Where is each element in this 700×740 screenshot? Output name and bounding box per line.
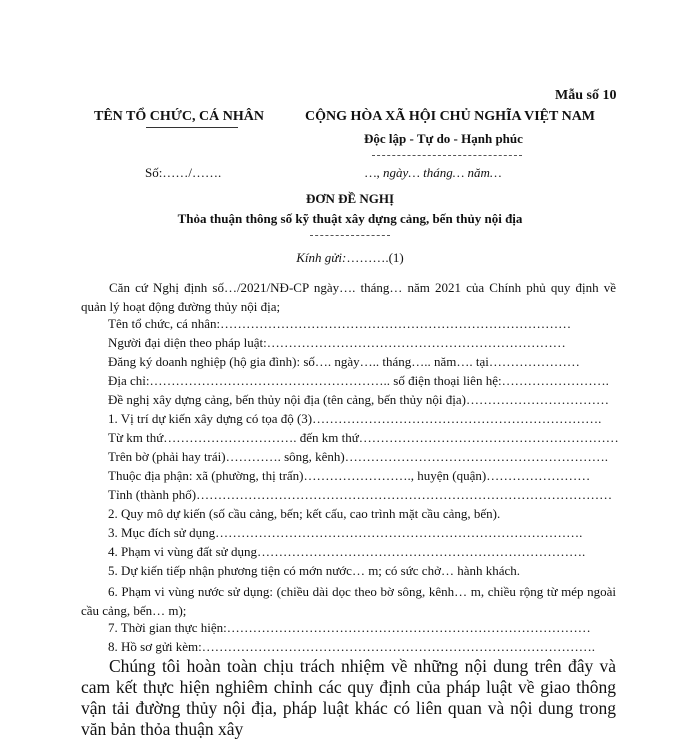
national-title: CỘNG HÒA XÃ HỘI CHỦ NGHĨA VIỆT NAM bbox=[305, 109, 596, 124]
field-km-range: Từ km thứ…………………………. đến km thứ…………………………………………………… bbox=[108, 430, 619, 445]
field-legal-representative: Người đại diện theo pháp luật:…………………………………………………………… bbox=[108, 335, 566, 350]
field-address: Địa chỉ:……………………………………………….. số điện thoại liên hệ:……………………. bbox=[108, 373, 609, 388]
motto: Độc lập - Tự do - Hạnh phúc bbox=[364, 131, 523, 146]
field-commune-district: Thuộc địa phận: xã (phường, thị trấn)……………………., huyện (quận)…………………… bbox=[108, 468, 591, 483]
field-purpose: 3. Mục đích sử dụng…………………………………………………………………………. bbox=[108, 525, 583, 540]
field-location-coordinates: 1. Vị trí dự kiến xây dựng có tọa độ (3)…………………………………………………………. bbox=[108, 411, 602, 426]
field-land-area: 4. Phạm vi vùng đất sử dụng…………………………………………………………………. bbox=[108, 544, 586, 559]
organization-heading: TÊN TỔ CHỨC, CÁ NHÂN bbox=[94, 109, 264, 124]
organization-heading-underline bbox=[146, 127, 238, 128]
form-number: Mẫu số 10 bbox=[555, 88, 617, 103]
addressee bbox=[0, 250, 700, 266]
field-port-request: Đề nghị xây dựng cảng, bến thủy nội địa (tên cảng, bến thủy nội địa)…………………………… bbox=[108, 392, 609, 407]
addressee-prefix: Kính gửi: bbox=[296, 250, 347, 265]
field-attached-documents: 8. Hồ sơ gửi kèm:………………………………………………………………………………. bbox=[108, 639, 595, 654]
addressee-value: ……….(1) bbox=[346, 250, 404, 265]
document-number: Số:……/……. bbox=[145, 165, 222, 180]
form-subtitle: Thỏa thuận thông số kỹ thuật xây dựng cảng, bến thủy nội địa bbox=[177, 211, 523, 226]
commitment-paragraph: Chúng tôi hoàn toàn chịu trách nhiệm về những nội dung trên đây và cam kết thực hiện nghiêm chỉnh các quy định của pháp luật về giao thông vận tải đường thủy nội địa, pháp luật khác có liên quan và nội dung trong văn bản thỏa thuận xây bbox=[81, 656, 616, 739]
field-implementation-time: 7. Thời gian thực hiện:………………………………………………………………………… bbox=[108, 620, 591, 635]
date-line: …, ngày… tháng… năm… bbox=[365, 165, 502, 180]
field-business-registration: Đăng ký doanh nghiệp (hộ gia đình): số…. ngày….. tháng….. năm…. tại………………… bbox=[108, 354, 580, 369]
field-province: Tỉnh (thành phố)…………………………………………………………………………………… bbox=[108, 487, 613, 502]
field-bank-side: Trên bờ (phải hay trái)…………. sông, kênh)……………………………………………………. bbox=[108, 449, 608, 464]
field-vessel-capacity: 5. Dự kiến tiếp nhận phương tiện có mớn nước… m; có sức chở… hành khách. bbox=[108, 563, 521, 578]
subtitle-underline bbox=[310, 235, 390, 236]
form-title: ĐƠN ĐỀ NGHỊ bbox=[305, 191, 395, 206]
field-water-area: 6. Phạm vi vùng nước sử dụng: (chiều dài dọc theo bờ sông, kênh… m, chiều rộng từ mép ngoài cầu cảng, bến… m); bbox=[81, 584, 616, 618]
field-organization-name: Tên tổ chức, cá nhân:……………………………………………………………………… bbox=[108, 316, 572, 331]
intro-paragraph: Căn cứ Nghị định số…/2021/NĐ-CP ngày…. tháng… năm 2021 của Chính phủ quy định về quản lý hoạt động đường thủy nội địa; bbox=[81, 280, 616, 314]
motto-underline bbox=[372, 155, 522, 156]
field-planned-scale: 2. Quy mô dự kiến (số cầu cảng, bến; kết cấu, cao trình mặt cầu cảng, bến). bbox=[108, 506, 501, 521]
